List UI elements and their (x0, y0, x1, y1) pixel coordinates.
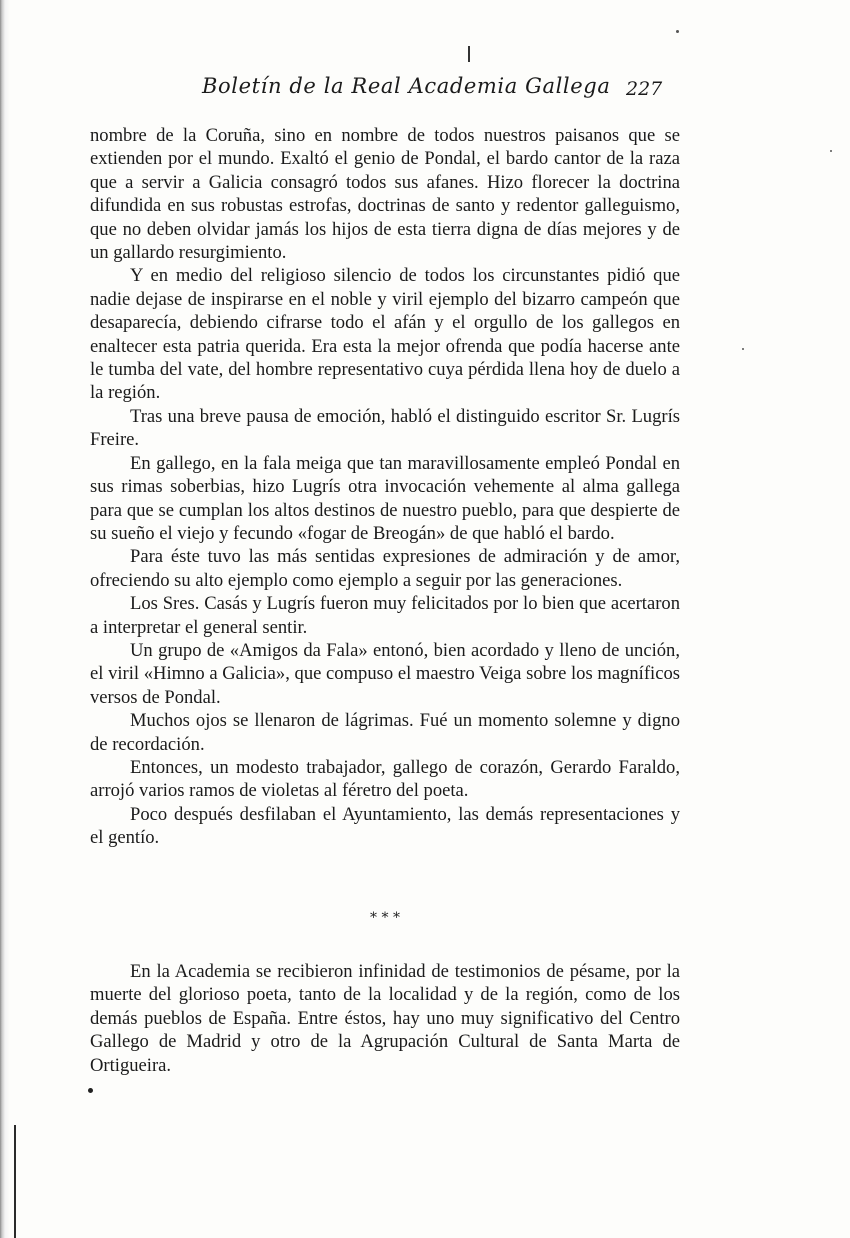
paragraph: Para éste tuvo las más sentidas expresiones de admiración y de amor, ofreciendo su alto ejemplo como ejemplo a seguir por las generaciones. (90, 546, 680, 591)
running-title: Boletín de la Real Academia Gallega (202, 74, 611, 98)
dinkus-text: * * * (370, 910, 400, 926)
scan-speck (742, 348, 744, 350)
article-body (90, 124, 680, 850)
paragraph: Muchos ojos se llenaron de lágrimas. Fué un momento solemne y digno de recordación. (90, 710, 680, 755)
section-separator (360, 912, 410, 942)
paragraph: Y en medio del religioso silencio de todos los circunstantes pidió que nadie dejase de inspirarse en el noble y viril ejemplo del bizarro campeón que desaparecía, debiendo cifrarse todo el afán y el orgullo de los gallegos en enaltecer esta patria querida. Era esta la mejor ofrenda que podía hacerse ante le tumba del vate, del hombre representativo cuya pérdida llena hoy de duelo a la región. (90, 265, 680, 404)
paragraph: nombre de la Coruña, sino en nombre de todos nuestros paisanos que se extienden por el mundo. Exaltó el genio de Pondal, el bardo cantor de la raza que a servir a Galicia consagró todos sus afanes. Hizo florecer la doctrina difundida en sus robustas estrofas, doctrinas de santo y redentor galleguismo, que no deben olvidar jamás los hijos de esta tierra digna de días mejores y de un gallardo resurgimiento. (90, 125, 680, 264)
closing-section (90, 960, 680, 1077)
closing-paragraph: En la Academia se recibieron infinidad de testimonios de pésame, por la muerte del glorioso poeta, tanto de la localidad y de la región, como de los demás pueblos de España. Entre éstos, hay uno muy significativo del Centro Gallego de Madrid y otro de la Agrupación Cultural de Santa Marta de Ortigueira. (90, 961, 680, 1076)
header-tick-mark (468, 46, 470, 62)
paragraph: Un grupo de «Amigos da Fala» entonó, bien acordado y lleno de unción, el viril «Himno a Galicia», que compuso el maestro Veiga sobre los magníficos versos de Pondal. (90, 639, 680, 708)
paragraph: Los Sres. Casás y Lugrís fueron muy felicitados por lo bien que acertaron a interpretar el general sentir. (90, 593, 680, 638)
page-number: 227 (626, 78, 663, 100)
scan-speck (830, 150, 832, 152)
paragraph: Tras una breve pausa de emoción, habló el distinguido escritor Sr. Lugrís Freire. (90, 405, 680, 451)
page-binding-edge (0, 0, 22, 1238)
scan-mark (88, 1088, 93, 1093)
binding-mark (14, 1125, 16, 1238)
scan-speck (676, 30, 679, 33)
paragraph: Poco después desfilaban el Ayuntamiento, las demás representaciones y el gentío. (90, 803, 680, 849)
page-header (90, 74, 690, 108)
paragraph: Entonces, un modesto trabajador, gallego de corazón, Gerardo Faraldo, arrojó varios ramos de violetas al féretro del poeta. (90, 756, 680, 802)
paragraph: En gallego, en la fala meiga que tan maravillosamente empleó Pondal en sus rimas soberbias, hizo Lugrís otra invocación vehemente al alma gallega para que se cumplan los altos destinos de nuestro pueblo, para que despierte de su sueño el viejo y fecundo «fogar de Breogán» de que habló el bardo. (90, 452, 680, 544)
